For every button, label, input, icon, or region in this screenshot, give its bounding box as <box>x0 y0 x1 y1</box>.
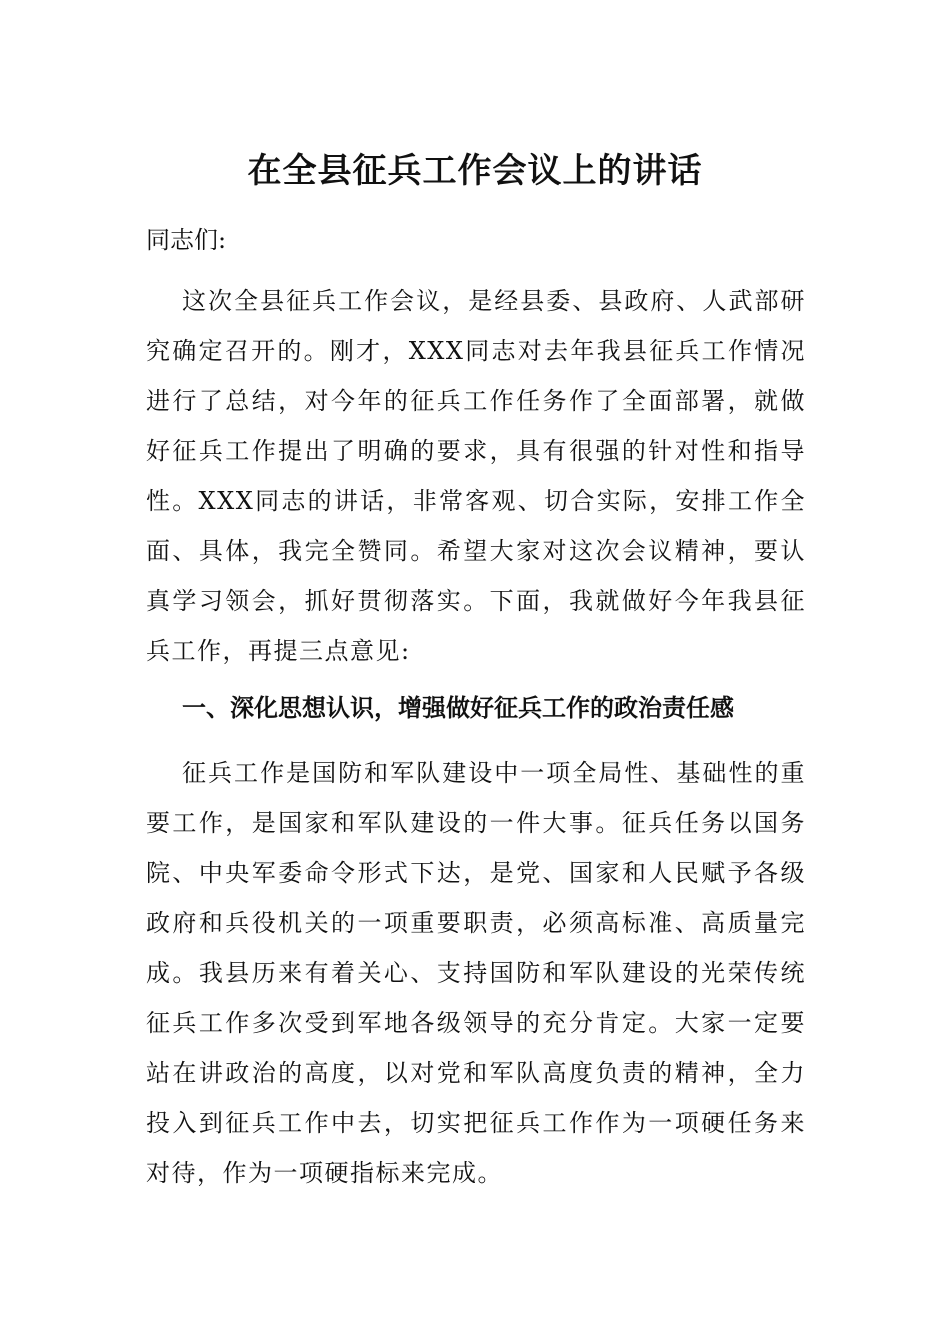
paragraph-intro: 这次全县征兵工作会议，是经县委、县政府、人武部研究确定召开的。刚才，XXX同志对去年我县征兵工作情况进行了总结，对今年的征兵工作任务作了全面部署，就做好征兵工作提出了明确的要求，具有很强的针对性和指导性。XXX同志的讲话，非常客观、切合实际，安排工作全面、具体，我完全赞同。希望大家对这次会议精神，要认真学习领会，抓好贯彻落实。下面，我就做好今年我县征兵工作，再提三点意见: <box>146 287 806 665</box>
section-heading: 一、深化思想认识，增强做好征兵工作的政治责任感 <box>182 694 734 722</box>
greeting: 同志们: <box>146 226 227 254</box>
paragraph-section-1: 征兵工作是国防和军队建设中一项全局性、基础性的重要工作，是国家和军队建设的一件大事。征兵任务以国务院、中央军委命令形式下达，是党、国家和人民赋予各级政府和兵役机关的一项重要职责，必须高标准、高质量完成。我县历来有着关心、支持国防和军队建设的光荣传统征兵工作多次受到军地各级领导的充分肯定。大家一定要站在讲政治的高度，以对党和军队高度负责的精神，全力投入到征兵工作中去，切实把征兵工作作为一项硬任务来对待，作为一项硬指标来完成。 <box>146 759 806 1187</box>
document-title: 在全县征兵工作会议上的讲话 <box>247 151 703 191</box>
